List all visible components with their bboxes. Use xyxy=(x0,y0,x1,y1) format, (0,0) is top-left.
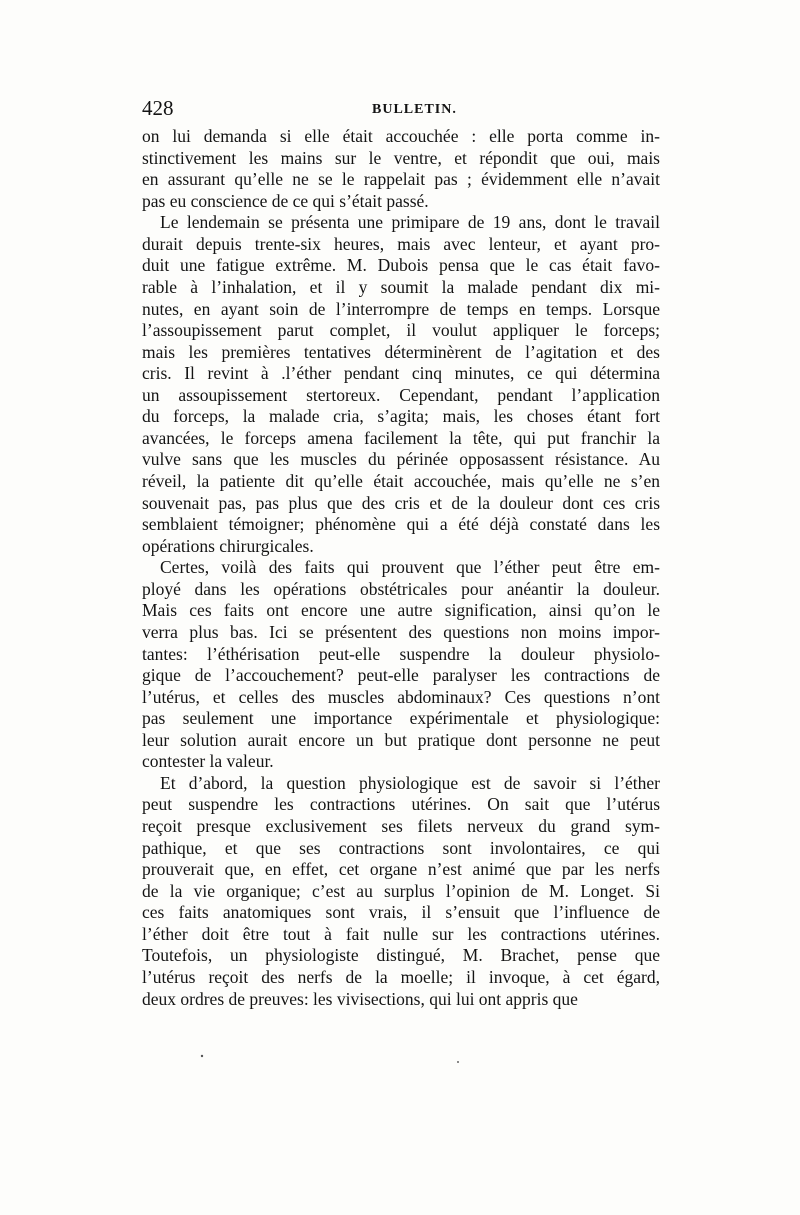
text-line: gique de l’accouchement? peut-elle paralyser les contractions de xyxy=(142,665,660,686)
text-line: Mais ces faits ont encore une autre signification, ainsi qu’on le xyxy=(142,600,660,621)
paragraph xyxy=(142,773,660,1010)
text-line: peut suspendre les contractions utérines. On sait que l’utérus xyxy=(142,794,660,815)
text-line: opérations chirurgicales. xyxy=(142,535,314,556)
ink-speck xyxy=(457,1061,459,1063)
text-line: pas seulement une importance expérimentale et physiologique: xyxy=(142,708,660,729)
ink-speck xyxy=(201,1055,203,1057)
text-line: vulve sans que les muscles du périnée opposassent résistance. Au xyxy=(142,449,660,470)
text-line: en assurant qu’elle ne se le rappelait pas ; évidemment elle n’avait xyxy=(142,169,660,190)
paragraph xyxy=(142,126,660,212)
text-line: souvenait pas, pas plus que des cris et de la douleur dont ces cris xyxy=(142,492,660,513)
text-line: Et d’abord, la question physiologique est de savoir si l’éther xyxy=(160,772,660,793)
text-line: de la vie organique; c’est au surplus l’opinion de M. Longet. Si xyxy=(142,880,660,901)
text-line: reçoit presque exclusivement ses filets nerveux du grand sym- xyxy=(142,816,660,836)
text-line: leur solution aurait encore un but pratique dont personne ne peut xyxy=(142,729,660,750)
text-line: cris. Il revint à .l’éther pendant cinq minutes, ce qui détermina xyxy=(142,363,660,384)
text-line: réveil, la patiente dit qu’elle était accouchée, mais qu’elle ne s’en xyxy=(142,471,660,491)
text-line: duit une fatigue extrême. M. Dubois pensa que le cas était favo- xyxy=(142,255,660,276)
paragraph xyxy=(142,557,660,773)
text-line: Toutefois, un physiologiste distingué, M. Brachet, pense que xyxy=(142,945,660,966)
running-head: BULLETIN. xyxy=(372,102,457,117)
text-line: un assoupissement stertoreux. Cependant, pendant l’application xyxy=(142,384,660,405)
text-line: ployé dans les opérations obstétricales pour anéantir la douleur. xyxy=(142,578,660,599)
text-line: stinctivement les mains sur le ventre, et répondit que oui, mais xyxy=(142,147,660,168)
text-line: Le lendemain se présenta une primipare de 19 ans, dont le travail xyxy=(160,212,660,233)
body-text xyxy=(142,126,660,1010)
text-line: l’utérus, et celles des muscles abdominaux? Ces questions n’ont xyxy=(142,686,660,707)
text-line: du forceps, la malade cria, s’agita; mais, les choses étant fort xyxy=(142,406,660,427)
text-line: semblaient témoigner; phénomène qui a été déjà constaté dans les xyxy=(142,514,660,535)
text-line: prouverait que, en effet, cet organe n’est animé que par les nerfs xyxy=(142,859,660,880)
text-line: pas eu conscience de ce qui s’était passé. xyxy=(142,190,429,211)
text-line: contester la valeur. xyxy=(142,751,274,772)
text-line: durait depuis trente-six heures, mais avec lenteur, et ayant pro- xyxy=(142,233,660,254)
text-line: mais les premières tentatives déterminèrent de l’agitation et des xyxy=(142,341,660,362)
text-line: tantes: l’éthérisation peut-elle suspendre la douleur physiolo- xyxy=(142,643,660,664)
text-line: verra plus bas. Ici se présentent des questions non moins impor- xyxy=(142,621,660,642)
text-line: l’utérus reçoit des nerfs de la moelle; il invoque, à cet égard, xyxy=(142,966,660,987)
text-line: avancées, le forceps amena facilement la tête, qui put franchir la xyxy=(142,427,660,448)
text-line: l’éther doit être tout à fait nulle sur les contractions utérines. xyxy=(142,923,660,944)
page-header xyxy=(142,96,660,122)
text-line: nutes, en ayant soin de l’interrompre de temps en temps. Lorsque xyxy=(142,298,660,319)
text-line: l’assoupissement parut complet, il voulut appliquer le forceps; xyxy=(142,320,660,341)
text-line: pathique, et que ses contractions sont involontaires, ce qui xyxy=(142,837,660,858)
text-line: deux ordres de preuves: les vivisections, qui lui ont appris que xyxy=(142,988,578,1009)
text-line: Certes, voilà des faits qui prouvent que l’éther peut être em- xyxy=(160,557,660,578)
text-line: rable à l’inhalation, et il y soumit la malade pendant dix mi- xyxy=(142,276,660,297)
text-line: ces faits anatomiques sont vrais, il s’ensuit que l’influence de xyxy=(142,902,660,923)
paragraph xyxy=(142,212,660,557)
page-number: 428 xyxy=(142,96,174,120)
text-line: on lui demanda si elle était accouchée : elle porta comme in- xyxy=(142,126,660,146)
